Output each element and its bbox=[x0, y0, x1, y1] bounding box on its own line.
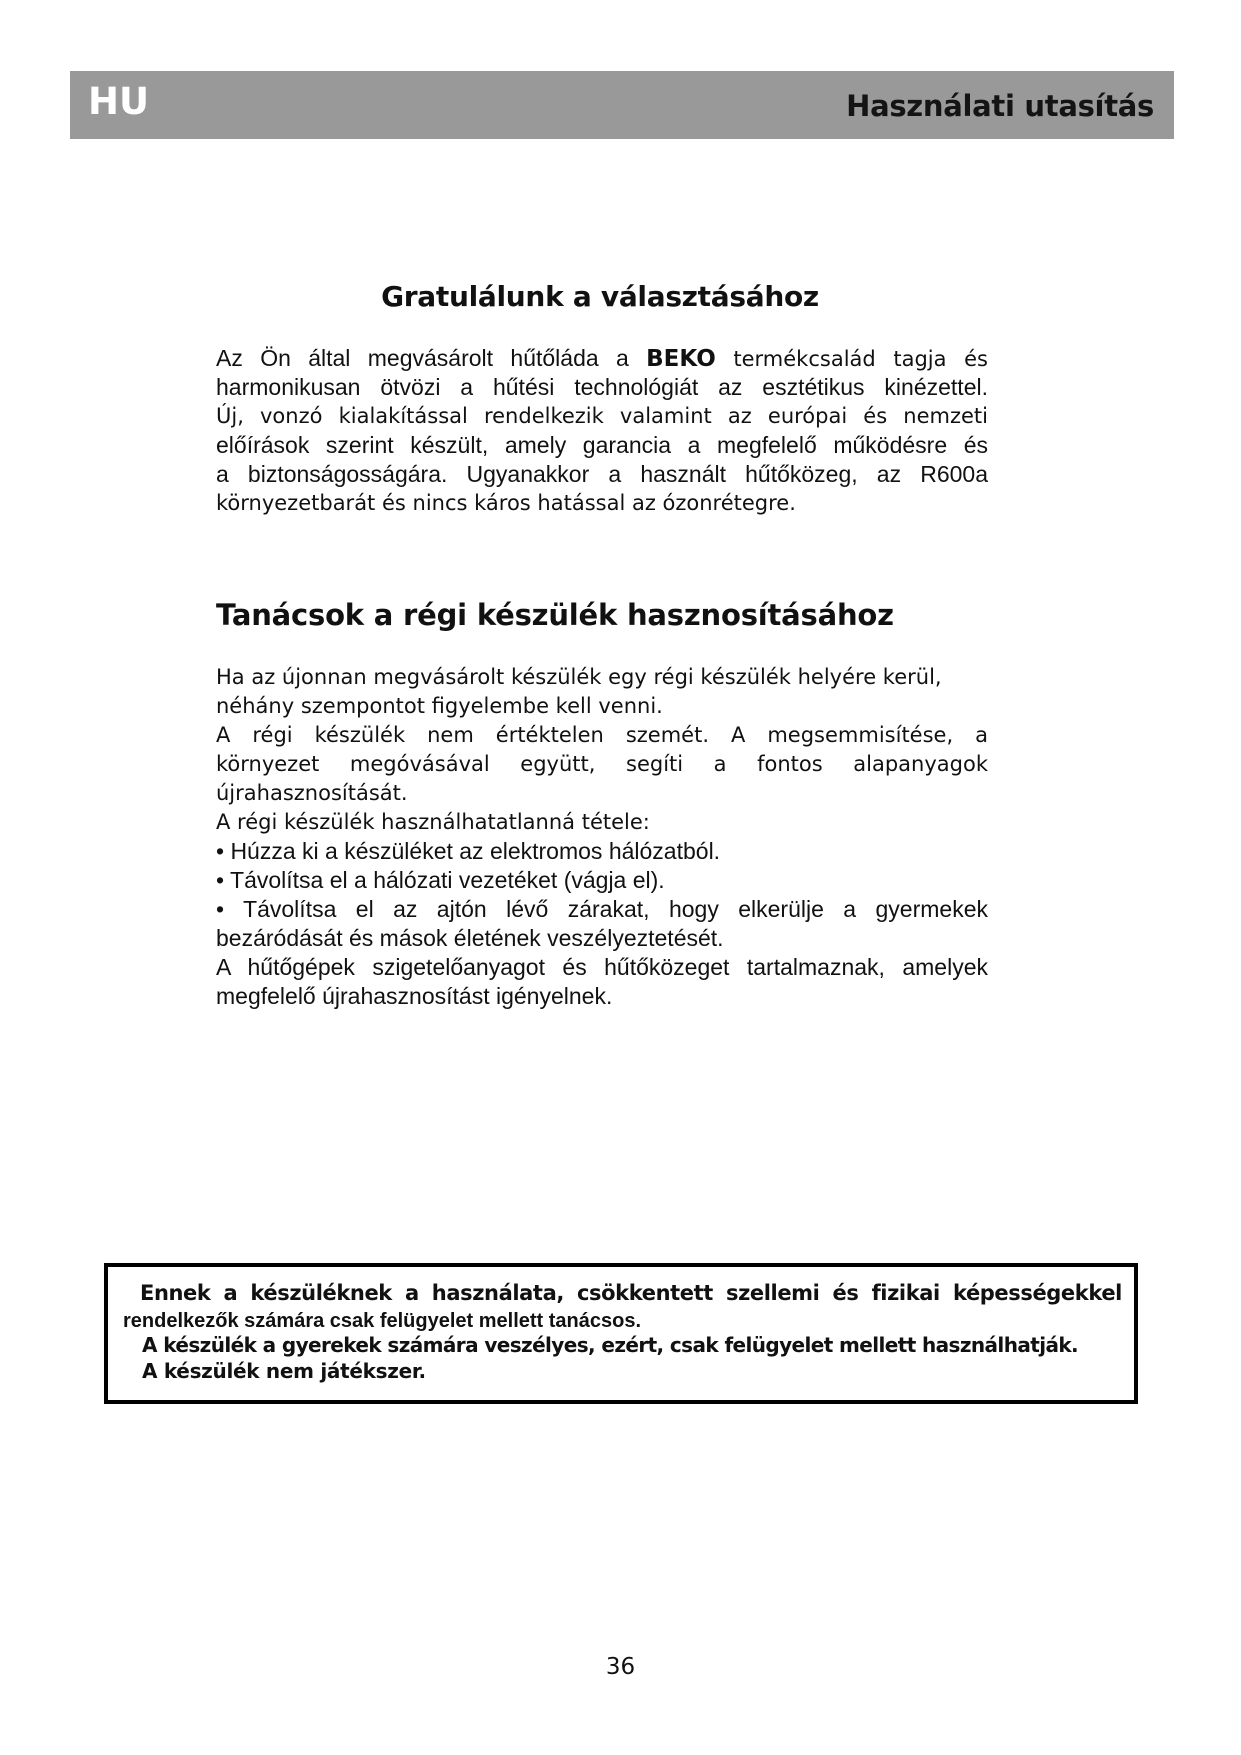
bullet-item: • Távolítsa el a hálózati vezetéket (vágja el). bbox=[216, 867, 665, 893]
congratulations-heading: Gratulálunk a választásához bbox=[381, 280, 819, 313]
disposal-line: Ha az újonnan megvásárolt készülék egy régi készülék helyére kerül, bbox=[216, 665, 942, 689]
manual-title: Használati utasítás bbox=[846, 89, 1154, 123]
disposal-line: újrahasznosítását. bbox=[216, 781, 408, 805]
notice-line: Ennek a készüléknek a használata, csökkentett szellemi és fizikai képességekkel bbox=[140, 1281, 1122, 1305]
notice-line: A készülék nem játékszer. bbox=[142, 1359, 426, 1383]
intro-line: Az Ön által megvásárolt hűtőláda a BEKO termékcsalád tagja és bbox=[216, 345, 988, 372]
disposal-line: környezet megóvásával együtt, segíti a fontos alapanyagok bbox=[216, 752, 988, 776]
notice-line: A készülék a gyerekek számára veszélyes, ezért, csak felügyelet mellett használhatják. bbox=[142, 1333, 1079, 1357]
brand-name: BEKO bbox=[646, 346, 716, 372]
language-code: HU bbox=[88, 80, 150, 123]
disposal-line: A régi készülék nem értéktelen szemét. A megsemmisítése, a bbox=[216, 723, 988, 747]
disposal-line: A régi készülék használhatatlanná tétele: bbox=[216, 810, 650, 834]
intro-paragraph bbox=[216, 344, 988, 518]
bullet-item: • Távolítsa el az ajtón lévő zárakat, hogy elkerülje a gyermekek bbox=[216, 896, 988, 922]
disposal-paragraph bbox=[216, 663, 988, 1011]
intro-line: a biztonságosságára. Ugyanakkor a használt hűtőközeg, az R600a bbox=[216, 461, 988, 487]
intro-line: Új, vonzó kialakítással rendelkezik valamint az európai és nemzeti bbox=[216, 404, 988, 428]
safety-notice-box bbox=[104, 1263, 1138, 1404]
notice-line: rendelkezők számára csak felügyelet mellett tanácsos. bbox=[123, 1310, 642, 1332]
bullet-item: • Húzza ki a készüléket az elektromos hálózatból. bbox=[216, 838, 721, 864]
intro-line: környezetbarát és nincs káros hatással az ózonrétegre. bbox=[216, 491, 796, 515]
page-number: 36 bbox=[605, 1654, 636, 1680]
disposal-line: megfelelő újrahasznosítást igényelnek. bbox=[216, 983, 613, 1009]
disposal-line: bezáródását és mások életének veszélyeztetését. bbox=[216, 925, 724, 951]
disposal-heading: Tanácsok a régi készülék hasznosításához bbox=[216, 598, 894, 632]
disposal-line: néhány szempontot figyelembe kell venni. bbox=[216, 694, 663, 718]
disposal-line: A hűtőgépek szigetelőanyagot és hűtőközeget tartalmaznak, amelyek bbox=[216, 954, 988, 980]
page-header bbox=[70, 71, 1174, 139]
intro-line: előírások szerint készült, amely garancia a megfelelő működésre és bbox=[216, 432, 988, 458]
intro-line: harmonikusan ötvözi a hűtési technológiát az esztétikus kinézettel. bbox=[216, 374, 988, 400]
